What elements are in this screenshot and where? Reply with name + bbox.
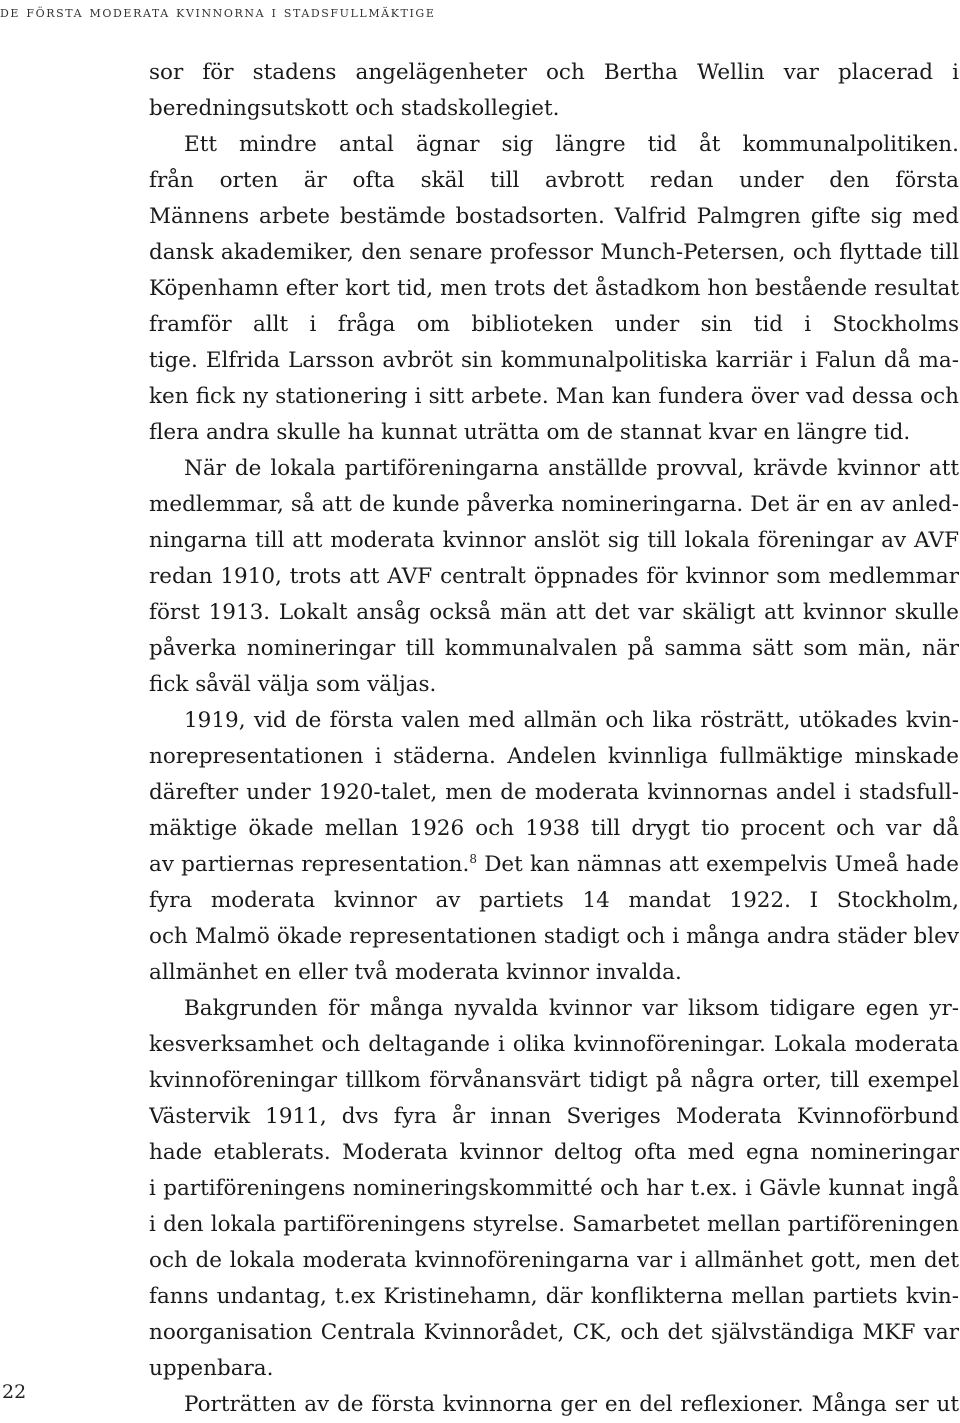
- text-line-content: i den lokala partiföreningens styrelse. Samarbetet mellan partiföreningen: [149, 1212, 959, 1237]
- text-line-content: fanns undantag, t.ex Kristinehamn, där konflikterna mellan partiets kvin-: [149, 1284, 959, 1309]
- text-line-content: kvinnoföreningar tillkom förvånansvärt tidigt på några orter, till exempel: [149, 1068, 959, 1093]
- text-line: [149, 847, 959, 883]
- text-line-content: ningarna till att moderata kvinnor anslöt sig till lokala föreningar av AVF: [149, 528, 959, 553]
- text-line-content: dansk akademiker, den senare professor Munch-Petersen, och flyttade till: [149, 240, 959, 265]
- text-line-content: och de lokala moderata kvinnoföreningarna var i allmänhet gott, men det: [149, 1248, 959, 1273]
- text-line-content: uppenbara.: [149, 1356, 274, 1381]
- text-line: [149, 775, 959, 811]
- text-line: [149, 991, 959, 1027]
- text-line-content: noorganisation Centrala Kvinnorådet, CK, och det självständiga MKF var: [149, 1320, 959, 1345]
- text-line: [149, 1063, 959, 1099]
- text-line: [149, 523, 959, 559]
- text-line: [149, 487, 959, 523]
- text-line: [149, 415, 959, 451]
- text-line-content: påverka nomineringar till kommunalvalen på samma sätt som män, när: [149, 636, 959, 661]
- text-line: [149, 919, 959, 955]
- text-line-content: Porträtten av de första kvinnorna ger en del reflexioner. Många ser ut: [184, 1392, 959, 1417]
- text-line: [149, 1135, 959, 1171]
- text-line: [149, 91, 959, 127]
- text-line-content: När de lokala partiföreningarna anställde provval, krävde kvinnor att: [184, 456, 959, 481]
- text-line-content-after: Det kan nämnas att exempelvis Umeå hade: [477, 852, 959, 877]
- text-line: [149, 955, 959, 991]
- running-head: de första moderata kvinnorna i stadsfullmäktige: [0, 3, 436, 21]
- text-line-content: kesverksamhet och deltagande i olika kvinnoföreningar. Lokala moderata: [149, 1032, 959, 1057]
- text-line: [149, 1027, 959, 1063]
- text-line-content: mäktige ökade mellan 1926 och 1938 till drygt tio procent och var då: [149, 816, 959, 841]
- text-line-content: från orten är ofta skäl till avbrott redan under den första: [149, 168, 959, 193]
- text-line: [149, 1315, 959, 1351]
- text-line: [149, 1351, 959, 1387]
- text-line: [149, 595, 959, 631]
- text-line: [149, 55, 959, 91]
- text-line-content: 1919, vid de första valen med allmän och lika rösträtt, utökades kvin-: [184, 708, 959, 733]
- text-line-content: norepresentationen i städerna. Andelen kvinnliga fullmäktige minskade: [149, 744, 959, 769]
- text-line: [149, 307, 959, 343]
- text-line: [149, 1243, 959, 1279]
- text-line-content: tige. Elfrida Larsson avbröt sin kommunalpolitiska karriär i Falun då ma-: [149, 348, 959, 373]
- text-line: [149, 1207, 959, 1243]
- text-line: [149, 1099, 959, 1135]
- text-line: [149, 451, 959, 487]
- text-line: [149, 271, 959, 307]
- text-line-content: därefter under 1920-talet, men de moderata kvinnornas andel i stadsfull-: [149, 780, 959, 805]
- text-line-content: Männens arbete bestämde bostadsorten. Valfrid Palmgren gifte sig med: [149, 204, 959, 229]
- text-line: [149, 739, 959, 775]
- text-line: [149, 1387, 959, 1423]
- text-line: [149, 559, 959, 595]
- text-line-content: Västervik 1911, dvs fyra år innan Sveriges Moderata Kvinnoförbund: [149, 1104, 959, 1129]
- text-line-content: först 1913. Lokalt ansåg också män att det var skäligt att kvinnor skulle: [149, 600, 959, 625]
- text-line: [149, 667, 959, 703]
- text-line: [149, 883, 959, 919]
- text-line: [149, 343, 959, 379]
- text-line-content: hade etablerats. Moderata kvinnor deltog ofta med egna nomineringar: [149, 1140, 959, 1165]
- text-line-content: flera andra skulle ha kunnat uträtta om de stannat kvar en längre tid.: [149, 420, 911, 445]
- text-line-content: ken fick ny stationering i sitt arbete. Man kan fundera över vad dessa och: [149, 384, 959, 409]
- body-text: [149, 55, 959, 1423]
- text-line-content: av partiernas representation.: [149, 852, 470, 877]
- text-line: [149, 1171, 959, 1207]
- text-line-content: sor för stadens angelägenheter och Bertha Wellin var placerad i: [149, 60, 959, 85]
- text-line: [149, 1279, 959, 1315]
- text-line: [149, 811, 959, 847]
- text-line: [149, 703, 959, 739]
- text-line-content: beredningsutskott och stadskollegiet.: [149, 96, 560, 121]
- page-number: 22: [2, 1381, 27, 1403]
- text-line-content: medlemmar, så att de kunde påverka nomineringarna. Det är en av anled-: [149, 492, 959, 517]
- text-line-content: Köpenhamn efter kort tid, men trots det åstadkom hon bestående resultat: [149, 276, 959, 301]
- text-line: [149, 235, 959, 271]
- text-line: [149, 199, 959, 235]
- text-line-content: Bakgrunden för många nyvalda kvinnor var liksom tidigare egen yr-: [184, 996, 959, 1021]
- text-line: [149, 631, 959, 667]
- text-line-content: Ett mindre antal ägnar sig längre tid åt kommunalpolitiken.: [184, 132, 959, 157]
- text-line: [149, 163, 959, 199]
- text-line-content: redan 1910, trots att AVF centralt öppnades för kvinnor som medlemmar: [149, 564, 959, 589]
- text-line-content: i partiföreningens nomineringskommitté och har t.ex. i Gävle kunnat ingå: [149, 1176, 959, 1201]
- text-line: [149, 127, 959, 163]
- text-line-content: fick såväl välja som väljas.: [149, 672, 437, 697]
- text-line-content: fyra moderata kvinnor av partiets 14 mandat 1922. I Stockholm,: [149, 888, 959, 913]
- text-line: [149, 379, 959, 415]
- text-line-content: framför allt i fråga om biblioteken under sin tid i Stockholms: [149, 312, 959, 337]
- text-line-content: och Malmö ökade representationen stadigt och i många andra städer blev: [149, 924, 959, 949]
- text-line-content: allmänhet en eller två moderata kvinnor invalda.: [149, 960, 682, 985]
- footnote-ref: 8: [469, 852, 478, 866]
